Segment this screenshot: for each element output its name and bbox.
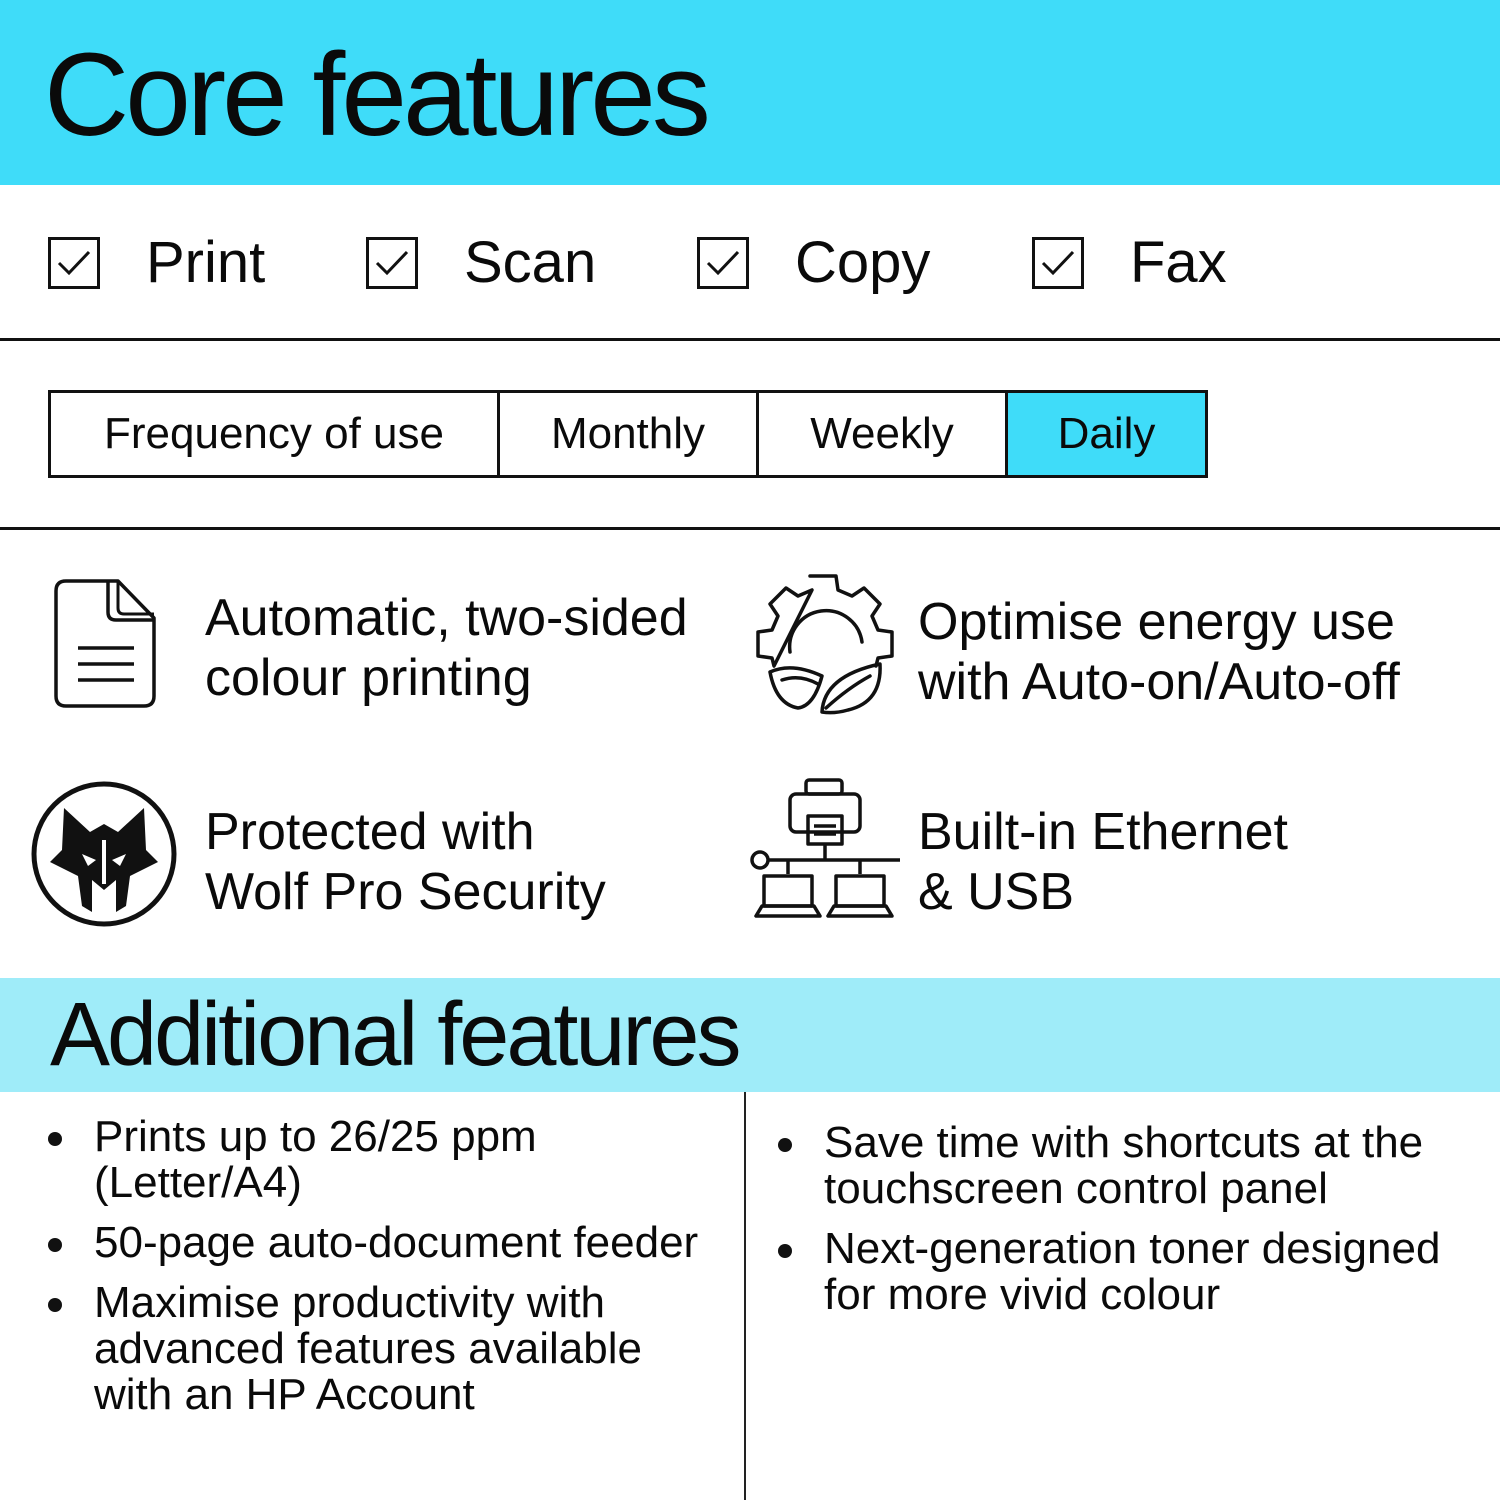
document-icon (52, 578, 158, 710)
additional-features-right-list (778, 1120, 1478, 1332)
fax-checkbox (1032, 237, 1084, 289)
feature-line: Optimise energy use (918, 593, 1395, 651)
list-item-text: Next-generation toner designed for more vivid colour (824, 1224, 1441, 1319)
function-label: Scan (464, 230, 597, 295)
wolf-shield-icon (30, 780, 178, 928)
list-item (48, 1114, 728, 1206)
additional-features-left-list (48, 1114, 728, 1432)
feature-line: with Auto-on/Auto-off (918, 653, 1400, 711)
core-features-title: Core features (44, 29, 707, 161)
scan-checkbox (366, 237, 418, 289)
checkmark-icon (1040, 248, 1076, 278)
bullet-icon (778, 1138, 792, 1152)
feature-connectivity-text (918, 802, 1288, 922)
function-print (48, 230, 266, 295)
bullet-icon (778, 1244, 792, 1258)
network-printer-icon (748, 776, 902, 924)
feature-duplex-text (205, 588, 688, 708)
frequency-weekly: Weekly (759, 393, 1008, 475)
function-scan (366, 230, 597, 295)
checkmark-icon (374, 248, 410, 278)
divider (0, 527, 1500, 530)
checkmark-icon (56, 248, 92, 278)
list-item (778, 1226, 1478, 1318)
feature-line: Protected with (205, 803, 535, 861)
feature-line: Wolf Pro Security (205, 863, 606, 921)
copy-checkbox (697, 237, 749, 289)
column-divider (744, 1092, 746, 1500)
bullet-icon (48, 1298, 62, 1312)
feature-line: & USB (918, 863, 1075, 921)
frequency-monthly: Monthly (500, 393, 759, 475)
additional-features-header (0, 978, 1500, 1092)
feature-energy-text (918, 592, 1400, 712)
list-item-text: Save time with shortcuts at the touchscreen control panel (824, 1118, 1424, 1213)
feature-security-text (205, 802, 606, 922)
additional-features-title: Additional features (50, 985, 739, 1085)
core-features-header (0, 0, 1500, 185)
list-item (48, 1280, 728, 1418)
feature-line: Built-in Ethernet (918, 803, 1288, 861)
list-item-text: Prints up to 26/25 ppm (Letter/A4) (94, 1112, 537, 1207)
function-label: Print (146, 230, 266, 295)
function-copy (697, 230, 931, 295)
checkmark-icon (705, 248, 741, 278)
function-label: Copy (795, 230, 931, 295)
bullet-icon (48, 1238, 62, 1252)
frequency-label: Frequency of use (51, 393, 500, 475)
feature-line: Automatic, two-sided (205, 589, 688, 647)
frequency-table (48, 390, 1208, 478)
feature-line: colour printing (205, 649, 532, 707)
list-item (778, 1120, 1478, 1212)
bullet-icon (48, 1132, 62, 1146)
divider (0, 338, 1500, 341)
list-item-text: Maximise productivity with advanced features available with an HP Account (94, 1278, 642, 1419)
list-item-text: 50-page auto-document feeder (94, 1218, 699, 1267)
frequency-daily: Daily (1008, 393, 1205, 475)
list-item (48, 1220, 728, 1266)
print-checkbox (48, 237, 100, 289)
gear-leaf-icon (752, 572, 898, 716)
function-fax (1032, 230, 1227, 295)
functions-row (0, 185, 1500, 340)
function-label: Fax (1130, 230, 1227, 295)
